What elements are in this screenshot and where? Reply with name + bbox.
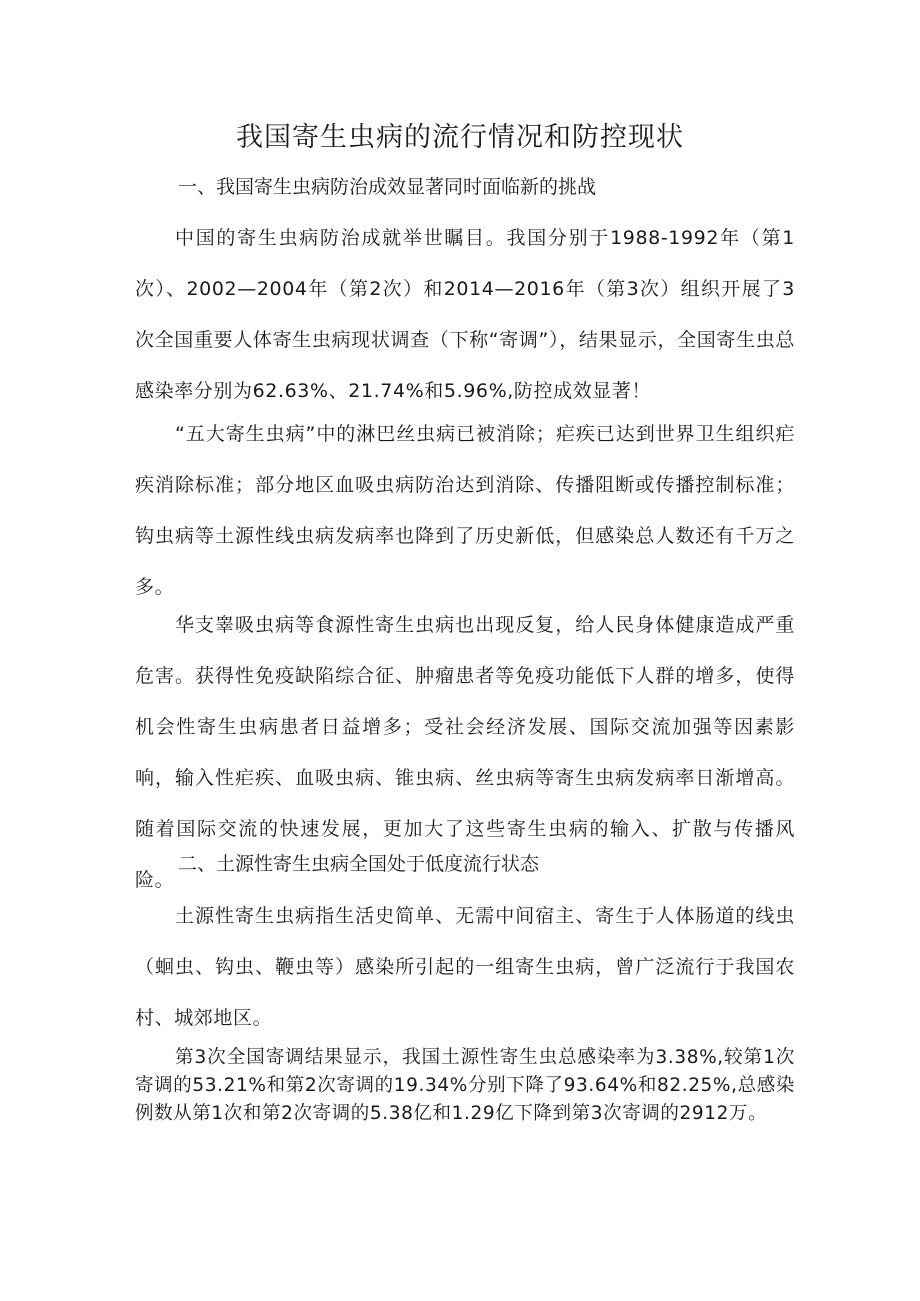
paragraph-4: 土源性寄生虫病指生活史简单、无需中间宿主、寄生于人体肠道的线虫（蛔虫、钩虫、鞭虫等）感染所引起的一组寄生虫病，曾广泛流行于我国农村、城郊地区。 bbox=[135, 905, 795, 1029]
paragraph-2: “五大寄生虫病”中的淋巴丝虫病已被消除；疟疾已达到世界卫生组织疟疾消除标准；部分地区血吸虫病防治达到消除、传播阻断或传播控制标准；钩虫病等土源性线虫病发病率也降到了历史新低，但感染总人数还有千万之多。 bbox=[135, 423, 795, 598]
paragraph-1: 中国的寄生虫病防治成就举世瞩目。我国分别于1988-1992年（第1次）、2002—2004年（第2次）和2014—2016年（第3次）组织开展了3次全国重要人体寄生虫病现状调查（下称“寄调”），结果显示，全国寄生虫总感染率分别为62.63%、21.74%和5.96%,防控成效显著！ bbox=[135, 227, 795, 402]
section-heading-1: 一、我国寄生虫病防治成效显著同时面临新的挑战 bbox=[178, 176, 597, 198]
paragraph-3: 华支睾吸虫病等食源性寄生虫病也出现反复，给人民身体健康造成严重危害。获得性免疫缺陷综合征、肿瘤患者等免疫功能低下人群的增多，使得机会性寄生虫病患者日益增多；受社会经济发展、国际交流加强等因素影响，输入性疟疾、血吸虫病、锥虫病、丝虫病等寄生虫病发病率日渐增高。随着国际交流的快速发展，更加大了这些寄生虫病的输入、扩散与传播风险。 bbox=[135, 614, 795, 891]
document-title: 我国寄生虫病的流行情况和防控现状 bbox=[236, 122, 684, 153]
section-heading-2: 二、土源性寄生虫病全国处于低度流行状态 bbox=[178, 853, 540, 875]
paragraph-5: 第3次全国寄调结果显示，我国土源性寄生虫总感染率为3.38%,较第1次寄调的53.21%和第2次寄调的19.34%分别下降了93.64%和82.25%,总感染例数从第1次和第2次寄调的5.38亿和1.29亿下降到第3次寄调的2912万。 bbox=[135, 1047, 795, 1124]
